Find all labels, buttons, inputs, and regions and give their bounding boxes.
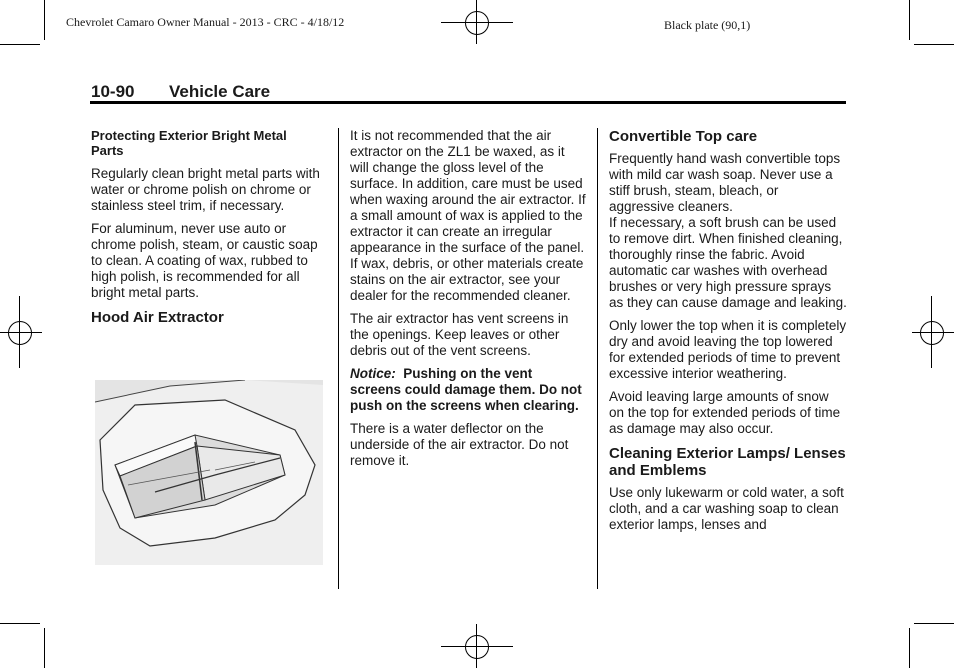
column-divider (338, 128, 339, 589)
crop-mark (44, 0, 45, 40)
crop-mark (914, 44, 954, 45)
paragraph: Regularly clean bright metal parts with water or chrome polish on chrome or stainless steel trim, if necessary. (91, 166, 320, 213)
column-3 (609, 128, 847, 540)
page-heading (91, 82, 270, 102)
paragraph: If necessary, a soft brush can be used to remove dirt. When finished cleaning, thoroughly rinse the fabric. Avoid automatic car washes with overhead brushes or very high pressure sprays as they can cause damage and leaking. (609, 215, 847, 310)
document-header: Chevrolet Camaro Owner Manual - 2013 - CRC - 4/18/12 (66, 15, 345, 29)
crop-mark (0, 44, 40, 45)
section-title: Vehicle Care (169, 82, 271, 101)
paragraph: For aluminum, never use auto or chrome polish, steam, or caustic soap to clean. A coating of wax, rubbed to high polish, is recommended for all bright metal parts. (91, 221, 318, 300)
paragraph: Use only lukewarm or cold water, a soft cloth, and a car washing soap to clean exterior lamps, lenses and (609, 485, 844, 532)
notice (350, 366, 586, 414)
notice-label: Notice: (350, 366, 396, 381)
paragraph: There is a water deflector on the underside of the air extractor. Do not remove it. (350, 421, 569, 468)
heading-cleaning-exterior-lamps: Cleaning Exterior Lamps/ Lenses and Emblems (609, 445, 846, 479)
paragraph: The air extractor has vent screens in the openings. Keep leaves or other debris out of the vent screens. (350, 311, 569, 358)
crop-mark (914, 623, 954, 624)
column-divider (597, 128, 598, 589)
crop-mark (44, 628, 45, 668)
subheading-bright-metal: Protecting Exterior Bright Metal Parts (91, 128, 287, 158)
page-number: 10-90 (91, 82, 135, 101)
paragraph: Only lower the top when it is completely dry and avoid leaving the top lowered for extended periods of time to prevent excessive interior weathering. (609, 318, 847, 381)
crop-mark (909, 0, 910, 40)
heading-convertible-top-care: Convertible Top care (609, 128, 758, 145)
plate-label: Black plate (90,1) (664, 18, 751, 32)
crop-mark (0, 623, 40, 624)
notice-text: Pushing on the vent screens could damage them. Do not push on the screens when clearing. (350, 366, 582, 413)
paragraph: Avoid leaving large amounts of snow on the top for extended periods of time as damage may also occur. (609, 389, 841, 436)
heading-rule (90, 101, 846, 104)
column-1 (91, 128, 321, 332)
heading-hood-air-extractor: Hood Air Extractor (91, 309, 224, 326)
paragraph: It is not recommended that the air extractor on the ZL1 be waxed, as it will change the gloss level of the surface. In addition, care must be used when waxing around the air extractor. If a small amount of wax is applied to the extractor it can create an irregular appearance in the surface of the panel. If wax, debris, or other materials create stains on the air extractor, see your dealer for the recommended cleaner. (350, 128, 586, 303)
crop-mark (909, 628, 910, 668)
paragraph: Frequently hand wash convertible tops with mild car wash soap. Never use a stiff brush, steam, bleach, or aggressive cleaners. (609, 151, 841, 214)
hood-air-extractor-illustration (95, 380, 323, 565)
column-2 (350, 128, 586, 476)
